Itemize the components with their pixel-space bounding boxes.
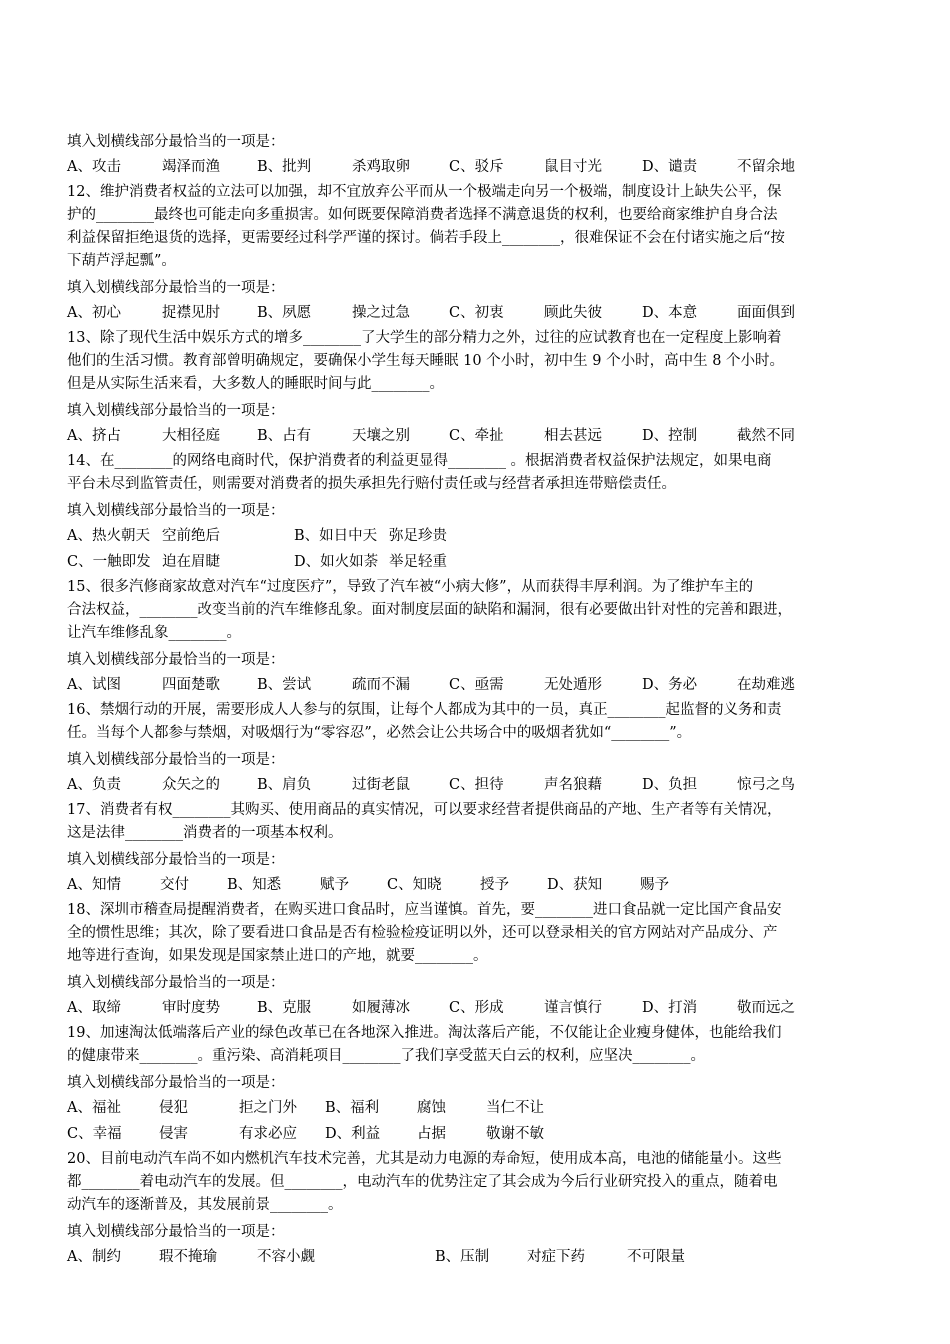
option-d[interactable]: D、本意 面面俱到	[642, 305, 795, 321]
option-c[interactable]: C、驳斥 鼠目寸光	[449, 159, 602, 175]
options-row	[67, 1096, 885, 1120]
option-c[interactable]: C、幸福 侵害 有求必应	[67, 1126, 297, 1142]
option-b[interactable]: B、尝试 疏而不漏	[257, 677, 410, 693]
option-a[interactable]: A、试图 四面楚歌	[67, 677, 220, 693]
option-d[interactable]: D、务必 在劫难逃	[642, 677, 795, 693]
options-row	[67, 673, 885, 697]
question-19-text: 19、加速淘汰低端落后产业的绿色改革已在各地深入推进。淘汰落后产能，不仅能让企业瘦身健体，也能给我们 的健康带来________。重污染、高消耗项目________了我们享受蓝天白云的权利，应坚决________。	[67, 1025, 782, 1064]
option-b[interactable]: B、福利 腐蚀 当仁不让	[325, 1100, 544, 1116]
option-c[interactable]: C、亟需 无处遁形	[449, 677, 602, 693]
option-b[interactable]: B、知悉 赋予	[227, 877, 349, 893]
question-prompt: 填入划横线部分最恰当的一项是：	[67, 752, 285, 768]
question-prompt: 填入划横线部分最恰当的一项是：	[67, 852, 285, 868]
option-d[interactable]: D、打消 敬而远之	[642, 1000, 795, 1016]
option-c[interactable]: C、牵扯 相去甚远	[449, 428, 602, 444]
question-prompt: 填入划横线部分最恰当的一项是：	[67, 1224, 285, 1240]
question-prompt: 填入划横线部分最恰当的一项是：	[67, 280, 285, 296]
option-a[interactable]: A、初心 捉襟见肘	[67, 305, 220, 321]
question-prompt: 填入划横线部分最恰当的一项是：	[67, 975, 285, 991]
option-c[interactable]: C、一触即发 迫在眉睫	[67, 554, 220, 570]
options-row	[67, 424, 885, 448]
options-row	[67, 550, 885, 574]
question-17-text: 17、消费者有权________其购买、使用商品的真实情况，可以要求经营者提供商品的产地、生产者等有关情况， 这是法律________消费者的一项基本权利。	[67, 802, 782, 841]
option-d[interactable]: D、负担 惊弓之鸟	[642, 777, 795, 793]
options-row	[67, 873, 885, 897]
option-d[interactable]: D、如火如荼 举足轻重	[294, 554, 447, 570]
question-16-text: 16、禁烟行动的开展，需要形成人人参与的氛围，让每个人都成为其中的一员，真正________起监督的义务和责 任。当每个人都参与禁烟，对吸烟行为“零容忍”，必然会让公共场合中的吸烟者犹如“________”。	[67, 702, 782, 741]
option-a[interactable]: A、福祉 侵犯 拒之门外	[67, 1100, 297, 1116]
options-row	[67, 996, 885, 1020]
option-b[interactable]: B、夙愿 操之过急	[257, 305, 410, 321]
options-row	[67, 1122, 885, 1146]
option-a[interactable]: A、攻击 竭泽而渔	[67, 159, 220, 175]
options-row	[67, 773, 885, 797]
option-a[interactable]: A、制约 瑕不掩瑜 不容小觑	[67, 1249, 315, 1265]
option-d[interactable]: D、获知 赐予	[547, 877, 669, 893]
option-d[interactable]: D、利益 占据 敬谢不敏	[325, 1126, 544, 1142]
options-row	[67, 1245, 885, 1269]
question-14-text: 14、在________的网络电商时代，保护消费者的利益更显得________ 。根据消费者权益保护法规定，如果电商 平台未尽到监管责任，则需要对消费者的损失承担先行赔付责任或与经营者承担连带赔偿责任。	[67, 453, 772, 492]
option-b[interactable]: B、克服 如履薄冰	[257, 1000, 410, 1016]
option-a[interactable]: A、知情 交付	[67, 877, 189, 893]
option-b[interactable]: B、占有 天壤之别	[257, 428, 410, 444]
question-12-text: 12、维护消费者权益的立法可以加强，却不宜放弃公平而从一个极端走向另一个极端，制度设计上缺失公平，保 护的________最终也可能走向多重损害。如何既要保障消费者选择不满意退货的权利，也要给商家维护自身合法 利益保留拒绝退货的选择，更需要经过科学严谨的探讨。倘若手段上________，很难保证不会在付诸实施之后“按 下葫芦浮起瓢”。	[67, 184, 785, 269]
question-20-text: 20、目前电动汽车尚不如内燃机汽车技术完善，尤其是动力电源的寿命短，使用成本高，电池的储能量小。这些 都________着电动汽车的发展。但________，电动汽车的优势注定了其会成为今后行业研究投入的重点，随着电 动汽车的逐渐普及，其发展前景________。	[67, 1151, 782, 1213]
question-prompt: 填入划横线部分最恰当的一项是：	[67, 403, 285, 419]
option-a[interactable]: A、负责 众矢之的	[67, 777, 220, 793]
question-prompt: 填入划横线部分最恰当的一项是：	[67, 1075, 285, 1091]
question-13-text: 13、除了现代生活中娱乐方式的增多________了大学生的部分精力之外，过往的应试教育也在一定程度上影响着 他们的生活习惯。教育部曾明确规定，要确保小学生每天睡眠 10 个小时，初中生 9 个小时，高中生 8 个小时。 但是从实际生活来看，大多数人的睡眠时间与此________。	[67, 330, 785, 392]
options-row	[67, 155, 885, 179]
question-prompt: 填入划横线部分最恰当的一项是：	[67, 134, 285, 150]
question-prompt: 填入划横线部分最恰当的一项是：	[67, 652, 285, 668]
options-row	[67, 524, 885, 548]
option-b[interactable]: B、批判 杀鸡取卵	[257, 159, 410, 175]
option-c[interactable]: C、知晓 授予	[387, 877, 509, 893]
option-c[interactable]: C、初衷 顾此失彼	[449, 305, 602, 321]
option-a[interactable]: A、取缔 审时度势	[67, 1000, 220, 1016]
option-c[interactable]: C、担待 声名狼藉	[449, 777, 602, 793]
option-b[interactable]: B、压制 对症下药 不可限量	[435, 1249, 685, 1265]
options-row	[67, 301, 885, 325]
question-prompt: 填入划横线部分最恰当的一项是：	[67, 503, 285, 519]
option-b[interactable]: B、如日中天 弥足珍贵	[294, 528, 447, 544]
question-18-text: 18、深圳市稽查局提醒消费者，在购买进口食品时，应当谨慎。首先，要________进口食品就一定比国产食品安 全的惯性思维；其次，除了要看进口食品是否有检验检疫证明以外，还可以登录相关的官方网站对产品成分、产 地等进行查询，如果发现是国家禁止进口的产地，就要________。	[67, 902, 782, 964]
option-a[interactable]: A、热火朝天 空前绝后	[67, 528, 220, 544]
option-b[interactable]: B、肩负 过街老鼠	[257, 777, 410, 793]
option-a[interactable]: A、挤占 大相径庭	[67, 428, 220, 444]
question-document	[67, 127, 885, 1271]
option-c[interactable]: C、形成 谨言慎行	[449, 1000, 602, 1016]
question-15-text: 15、很多汽修商家故意对汽车“过度医疗”，导致了汽车被“小病大修”，从而获得丰厚利润。为了维护车主的 合法权益，________改变当前的汽车维修乱象。面对制度层面的缺陷和漏洞，很有必要做出针对性的完善和跟进， 让汽车维修乱象________。	[67, 579, 792, 641]
option-d[interactable]: D、控制 截然不同	[642, 428, 795, 444]
option-d[interactable]: D、谴责 不留余地	[642, 159, 795, 175]
